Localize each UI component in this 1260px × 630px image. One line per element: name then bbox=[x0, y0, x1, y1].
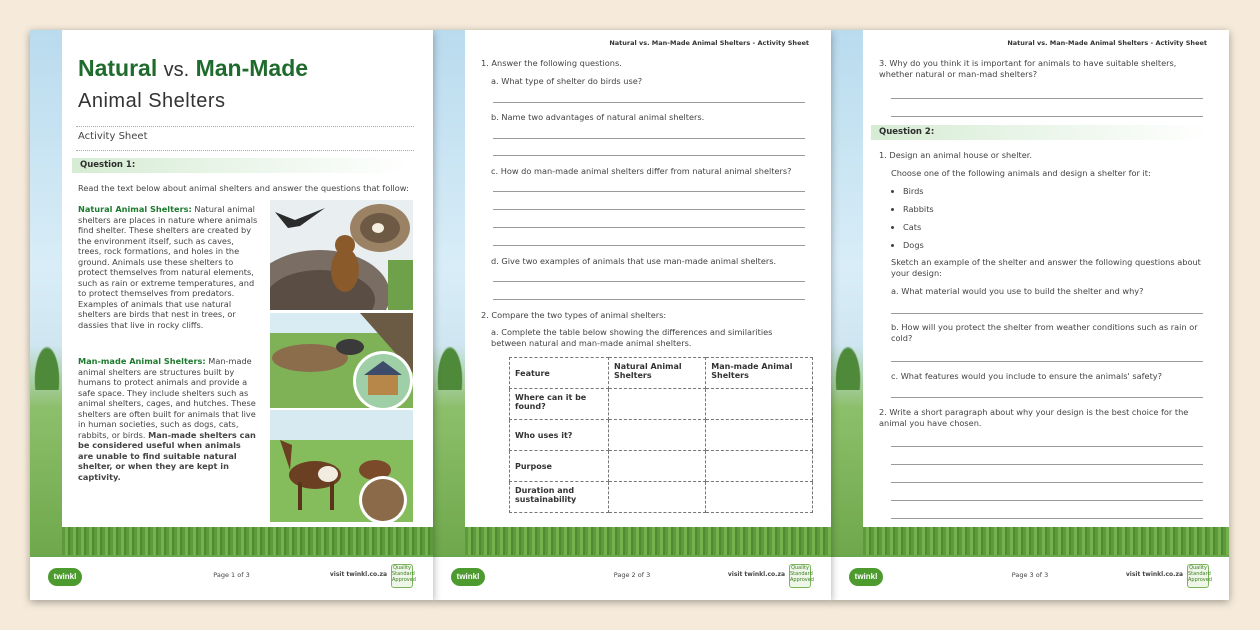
table-cell[interactable] bbox=[706, 389, 813, 420]
answer-line bbox=[493, 245, 805, 246]
answer-line bbox=[891, 446, 1203, 447]
q3-text: 3. Why do you think it is important for animals to have suitable shelters, whether natural or man-mad shelters? bbox=[879, 58, 1177, 79]
manmade-bold-text: Man-made shelters can be considered useful when animals are unable to find suitable natural shelter, or when they are kept in captivity. bbox=[78, 429, 256, 482]
table-header-row bbox=[510, 358, 813, 389]
table-row bbox=[510, 451, 813, 482]
horses-illustration bbox=[270, 410, 413, 522]
answer-line bbox=[891, 464, 1203, 465]
table-cell[interactable] bbox=[609, 389, 706, 420]
table-header-cell: Feature bbox=[510, 358, 609, 389]
list-item: • Cats bbox=[903, 218, 934, 236]
footer-site: visit twinkl.co.za bbox=[1125, 571, 1183, 578]
twinkl-logo: twinkl bbox=[451, 568, 485, 586]
qb-text: b. How will you protect the shelter from weather conditions such as rain or cold? bbox=[891, 322, 1198, 343]
natural-paragraph bbox=[78, 204, 258, 330]
page-subtitle: Animal Shelters bbox=[78, 90, 226, 112]
table-row bbox=[510, 389, 813, 420]
manmade-text: Man-made animal shelters are structures built by humans to protect animals and provide a safe space. They include shelters such as animal shelters, cages, and hutches. These shelters are often built for animals that live in human societies, such as dogs, cats, rabbits, or birds. bbox=[78, 356, 256, 440]
answer-line bbox=[891, 397, 1203, 398]
grass-strip bbox=[62, 527, 433, 555]
sky-border bbox=[30, 30, 62, 555]
cave-bear-illustration bbox=[270, 200, 413, 310]
twinkl-logo: twinkl bbox=[48, 568, 82, 586]
answer-line bbox=[493, 209, 805, 210]
sketch-text: Sketch an example of the shelter and answer the following questions about your design: bbox=[891, 257, 1201, 278]
page-3 bbox=[831, 30, 1229, 600]
quality-badge bbox=[789, 564, 814, 588]
answer-line bbox=[891, 500, 1203, 501]
table-row bbox=[510, 482, 813, 513]
q2-text: 2. Compare the two types of animal shelters: bbox=[481, 310, 667, 320]
question-2-heading: Question 2: bbox=[871, 125, 1209, 140]
footer-site: visit twinkl.co.za bbox=[727, 571, 785, 578]
answer-line bbox=[493, 191, 805, 192]
intro-text: Read the text below about animal shelters and answer the questions that follow: bbox=[78, 183, 409, 193]
divider bbox=[76, 126, 414, 127]
page-2-content bbox=[465, 30, 831, 555]
activity-label: Activity Sheet bbox=[78, 131, 148, 142]
table-cell[interactable] bbox=[706, 451, 813, 482]
table-cell[interactable] bbox=[609, 420, 706, 451]
twinkl-logo: twinkl bbox=[849, 568, 883, 586]
title-vs: vs. bbox=[163, 59, 190, 81]
q1b-text: b. Name two advantages of natural animal shelters. bbox=[491, 112, 705, 122]
page-footer bbox=[433, 555, 831, 600]
answer-line bbox=[493, 138, 805, 139]
grass-strip bbox=[863, 527, 1229, 555]
answer-line bbox=[493, 155, 805, 156]
quality-badge-text: Quality Standard Approved bbox=[790, 565, 814, 583]
answer-line bbox=[493, 281, 805, 282]
title-natural: Natural bbox=[78, 55, 158, 81]
choose-text: Choose one of the following animals and design a shelter for it: bbox=[891, 168, 1151, 178]
footer-site: visit twinkl.co.za bbox=[329, 571, 387, 578]
q2-text: 2. Write a short paragraph about why your design is the best choice for the animal you have chosen. bbox=[879, 407, 1189, 428]
table-header-cell: Natural Animal Shelters bbox=[609, 358, 706, 389]
q1a-text: a. What type of shelter do birds use? bbox=[491, 76, 643, 86]
natural-text: Natural animal shelters are places in nature where animals find shelter. These shelters are created by the environment itself, such as caves, trees, rock formations, and holes in the ground. Animals use these shelters to protect themselves from natural elements, such as rain or extreme temperatures, and to protect themselves from predators. Examples of animals that use natural shelters are birds that nest in trees, or dassies that live in rocky cliffs. bbox=[78, 204, 258, 330]
page-header: Natural vs. Man-Made Animal Shelters - Activity Sheet bbox=[609, 39, 809, 47]
divider bbox=[76, 150, 414, 151]
quality-badge bbox=[1187, 564, 1212, 588]
table-cell[interactable] bbox=[706, 420, 813, 451]
table-cell[interactable] bbox=[609, 451, 706, 482]
qc-text: c. What features would you include to ensure the animals' safety? bbox=[891, 371, 1162, 381]
q2a-text: a. Complete the table below showing the differences and similarities between natural and man-made animal shelters. bbox=[491, 327, 773, 348]
page-footer bbox=[30, 555, 433, 600]
sky-border bbox=[433, 30, 465, 555]
table-cell[interactable] bbox=[706, 482, 813, 513]
table-header-cell: Man-made Animal Shelters bbox=[706, 358, 813, 389]
q1d-text: d. Give two examples of animals that use man-made animal shelters. bbox=[491, 256, 777, 266]
page-3-content bbox=[863, 30, 1229, 555]
page-2 bbox=[433, 30, 831, 600]
quality-badge bbox=[391, 564, 416, 588]
sky-border bbox=[831, 30, 863, 555]
list-item: • Rabbits bbox=[903, 200, 934, 218]
q1-text: 1. Answer the following questions. bbox=[481, 58, 622, 68]
title-manmade: Man-Made bbox=[195, 55, 309, 81]
quality-badge-text: Quality Standard Approved bbox=[1188, 565, 1212, 583]
question-1-heading: Question 1: bbox=[72, 158, 410, 173]
manmade-paragraph bbox=[78, 356, 258, 482]
page-number: Page 3 of 3 bbox=[1011, 571, 1049, 579]
table-row-label: Duration and sustainability bbox=[510, 482, 609, 513]
page-1-content bbox=[62, 30, 433, 555]
list-item: • Birds bbox=[903, 182, 934, 200]
answer-line bbox=[891, 482, 1203, 483]
manmade-heading: Man-made Animal Shelters: bbox=[78, 356, 206, 366]
answer-line bbox=[891, 361, 1203, 362]
page-number: Page 1 of 3 bbox=[213, 571, 250, 579]
page-title bbox=[78, 55, 308, 82]
answer-line bbox=[891, 313, 1203, 314]
answer-line bbox=[493, 299, 805, 300]
page-number: Page 2 of 3 bbox=[613, 571, 651, 579]
page-1 bbox=[30, 30, 433, 600]
qa-text: a. What material would you use to build the shelter and why? bbox=[891, 286, 1144, 296]
table-row-label: Purpose bbox=[510, 451, 609, 482]
natural-heading: Natural Animal Shelters: bbox=[78, 204, 192, 214]
comparison-table bbox=[509, 357, 813, 513]
answer-line bbox=[891, 98, 1203, 99]
grass-strip bbox=[465, 527, 831, 555]
quality-badge-text: Quality Standard Approved bbox=[392, 565, 416, 583]
table-row-label: Who uses it? bbox=[510, 420, 609, 451]
table-cell[interactable] bbox=[609, 482, 706, 513]
answer-line bbox=[891, 518, 1203, 519]
table-row-label: Where can it be found? bbox=[510, 389, 609, 420]
table-row bbox=[510, 420, 813, 451]
burrow-kennel-illustration bbox=[270, 313, 413, 408]
q1c-text: c. How do man-made animal shelters differ from natural animal shelters? bbox=[491, 166, 792, 176]
animal-list bbox=[891, 182, 934, 254]
design-text: 1. Design an animal house or shelter. bbox=[879, 150, 1032, 160]
list-item: • Dogs bbox=[903, 236, 934, 254]
answer-line bbox=[493, 102, 805, 103]
answer-line bbox=[891, 116, 1203, 117]
answer-line bbox=[493, 227, 805, 228]
page-footer bbox=[831, 555, 1229, 600]
page-header: Natural vs. Man-Made Animal Shelters - Activity Sheet bbox=[1007, 39, 1207, 47]
